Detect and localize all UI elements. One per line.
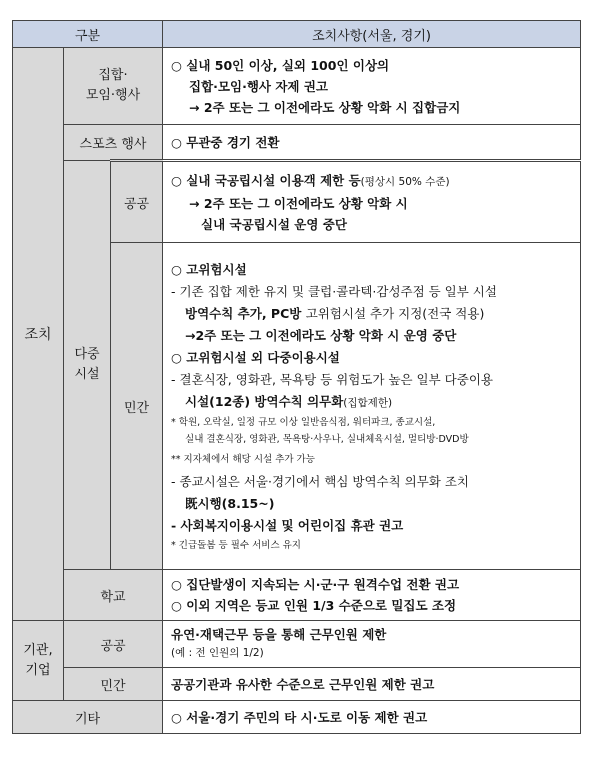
org-line2: (예 : 전 인원의 1/2) [171,647,264,659]
private-line4: →2주 또는 그 이전에라도 상황 악화 시 운영 중단 [185,327,457,343]
private-line3b: 고위험시설 추가 지정(전국 적용) [305,305,485,321]
row-multi-public [13,161,581,243]
content-org-private [163,668,581,701]
private-line11: - 종교시설은 서울·경기에서 핵심 방역수칙 의무화 조치 [171,473,469,489]
school-line1: ○ 집단발생이 지속되는 시·군·구 원격수업 전환 권고 [171,577,460,592]
row-gathering [13,48,581,125]
measures-table [12,20,581,734]
org-line1: 유연·재택근무 등을 통해 근무인원 제한 [171,627,387,642]
gathering-line1: ○ 실내 50인 이상, 실외 100인 이상의 [171,57,390,73]
label-other: 기타 [13,701,163,734]
gathering-line3: → 2주 또는 그 이전에라도 상황 악화 시 집합금지 [189,99,461,115]
row-other [13,701,581,734]
private-line3a: 방역수칙 추가, PC방 [185,305,306,321]
label-multi: 다중 시설 [64,161,111,570]
content-multi-private [163,243,581,570]
content-sports [163,125,581,161]
header-row [13,21,581,48]
private-line13: - 사회복지이용시설 및 어린이집 휴관 권고 [171,517,404,533]
content-school [163,570,581,621]
private-line6: - 결혼식장, 영화관, 목욕탕 등 위험도가 높은 일부 다중이용 [171,371,493,387]
private-line1: ○ 고위험시설 [171,261,247,277]
content-multi-public [163,161,581,243]
other-line1: ○ 서울·경기 주민의 타 시·도로 이동 제한 권고 [171,709,428,725]
label-school: 학교 [64,570,163,621]
category-measures: 조치 [13,48,64,621]
content-other [163,701,581,734]
label-org-public: 공공 [64,621,163,668]
private-line8: * 학원, 오락실, 일정 규모 이상 일반음식점, 워터파크, 종교시설, [171,416,436,428]
school-line2: ○ 이외 지역은 등교 인원 1/3 수준으로 밀집도 조정 [171,598,457,613]
row-org-private [13,668,581,701]
private-line2: - 기존 집합 제한 유지 및 클럽·콜라텍·감성주점 등 일부 시설 [171,283,497,299]
private-line14: * 긴급돌봄 등 필수 서비스 유지 [171,539,301,551]
content-org-public [163,621,581,668]
label-org: 기관, 기업 [13,621,64,701]
public-line2: → 2주 또는 그 이전에라도 상황 악화 시 [189,195,408,211]
private-line12: 既시행(8.15~) [185,495,275,511]
label-sports: 스포츠 행사 [64,125,163,161]
private-line5: ○ 고위험시설 외 다중이용시설 [171,349,340,365]
header-category: 구분 [13,21,163,48]
sports-line1: ○ 무관중 경기 전환 [171,134,280,150]
header-measures: 조치사항(서울, 경기) [163,21,581,48]
private-line7b: (집합제한) [343,396,393,409]
row-sports [13,125,581,161]
public-line1: ○ 실내 국공립시설 이용객 제한 등 [171,172,361,188]
private-line7a: 시설(12종) 방역수칙 의무화 [185,393,344,409]
label-multi-public: 공공 [111,161,163,243]
private-line9: 실내 결혼식장, 영화관, 목욕탕·사우나, 실내체육시설, 멀티방·DVD방 [185,433,469,445]
row-school [13,570,581,621]
label-gathering: 집합· 모임·행사 [64,48,163,125]
label-org-private: 민간 [64,668,163,701]
public-line1-note: (평상시 50% 수준) [360,175,450,188]
label-multi-private: 민간 [111,243,163,570]
gathering-line2: 집합·모임·행사 자제 권고 [189,78,328,94]
row-org-public [13,621,581,668]
public-line3: 실내 국공립시설 운영 중단 [201,216,347,232]
content-gathering [163,48,581,125]
org-line3: 공공기관과 유사한 수준으로 근무인원 제한 권고 [171,676,435,692]
private-line10: ** 지자체에서 해당 시설 추가 가능 [171,453,315,465]
